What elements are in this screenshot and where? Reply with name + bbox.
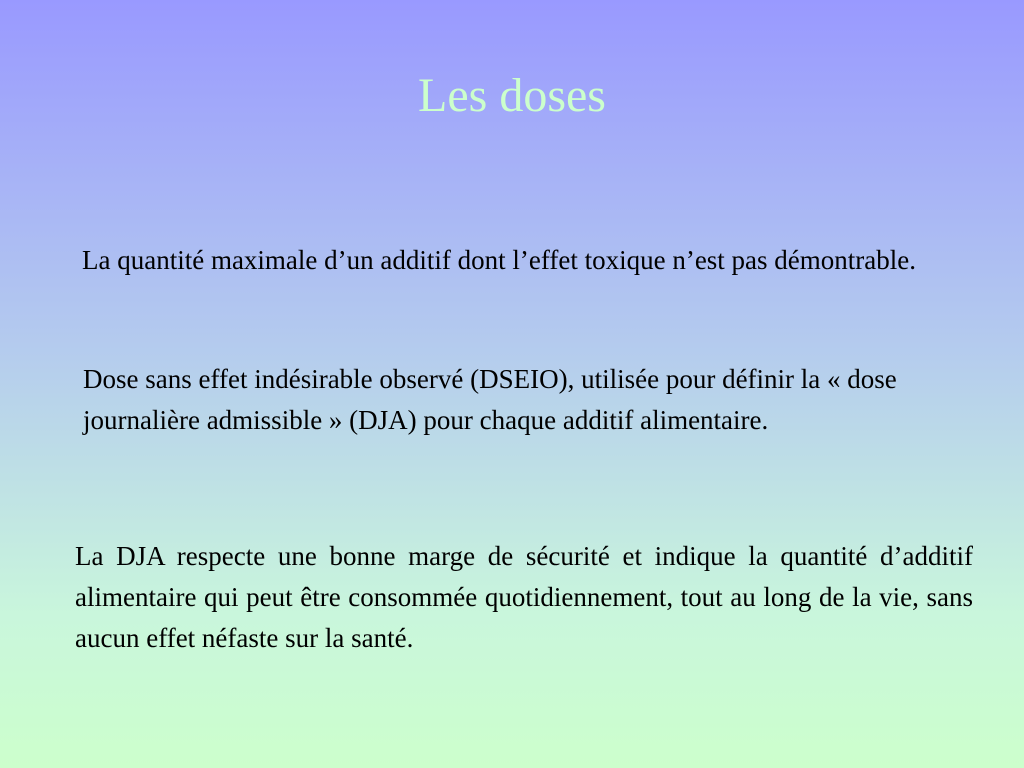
paragraph-dja: La DJA respecte une bonne marge de sécurité et indique la quantité d’additif alimentaire qui peut être consommée quotidiennement, tout au long de la vie, sans aucun effet néfaste sur la santé. [75,541,973,653]
paragraph-definition: La quantité maximale d’un additif dont l’effet toxique n’est pas démontrable. [82,245,916,275]
paragraph-dseio: Dose sans effet indésirable observé (DSEIO), utilisée pour définir la « dose journalière admissible » (DJA) pour chaque additif alimentaire. [83,364,897,435]
slide-title: Les doses [418,69,606,122]
